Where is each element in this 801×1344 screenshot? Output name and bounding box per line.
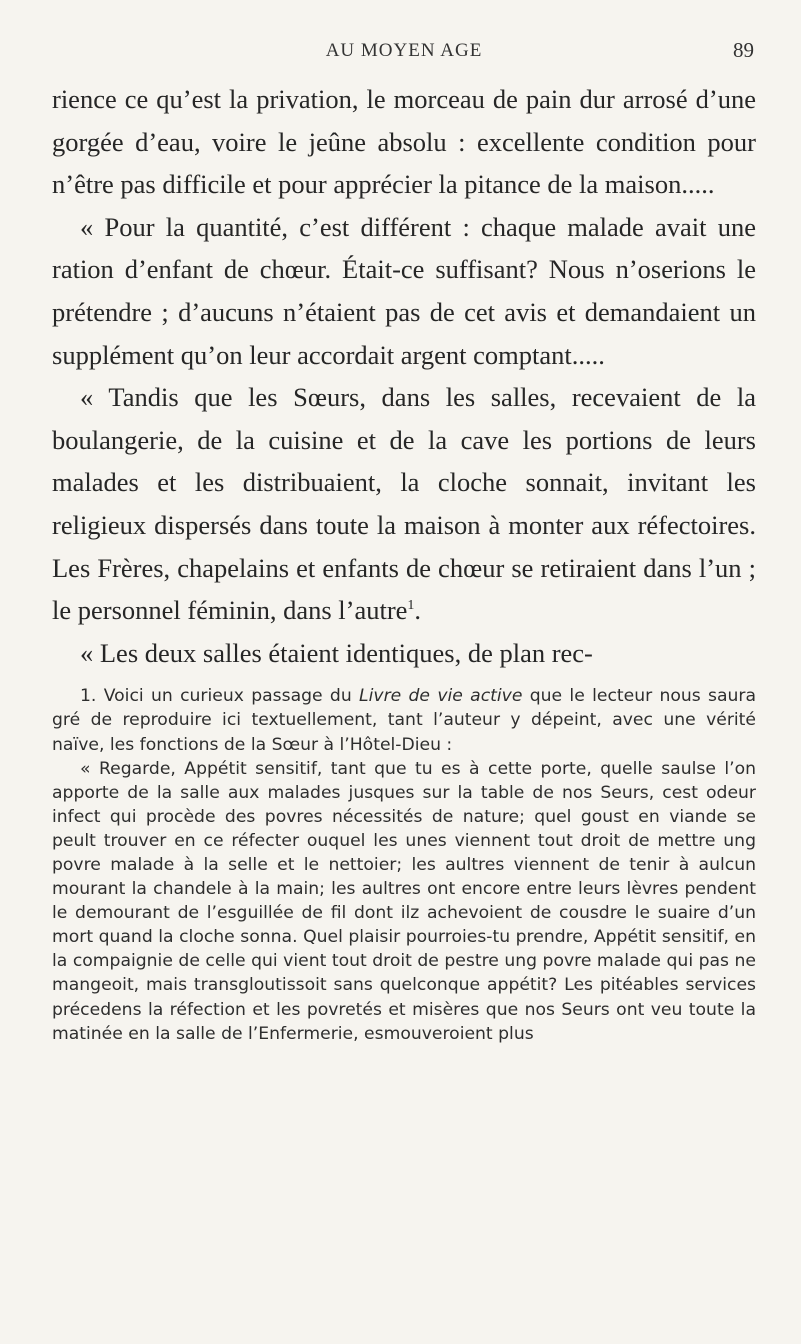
page-number: 89 [733, 38, 754, 62]
footnote-1-text-a: Voici un curieux passage du [103, 686, 352, 707]
page-header [52, 38, 756, 78]
footnote-1-book-title: Livre de vie active [359, 686, 523, 707]
main-text [52, 78, 756, 674]
footnotes [52, 684, 756, 1045]
book-page [52, 38, 756, 1046]
footnote-1-text-b: que le lecteur nous saura gré de reproduire ici textuellement, tant l’auteur y dépeint, avec une vérité naïve, les fonctions de la Sœur à l’Hôtel-Dieu : [52, 686, 757, 755]
paragraph-2: « Pour la quantité, c’est différent : chaque malade avait une ration d’enfant de chœur. Était-ce suffisant? Nous n’oserions le prétendre ; d’aucuns n’étaient pas de cet avis et demandaient un supplément qu’on leur accordait argent comptant..... [52, 211, 756, 370]
paragraph-3 [52, 376, 756, 632]
paragraph-3-end: . [414, 595, 422, 626]
paragraph-4: « Les deux salles étaient identiques, de plan rec- [80, 637, 593, 668]
paragraph-3-text: « Tandis que les Sœurs, dans les salles, recevaient de la boulangerie, de la cuisine et de la cave les portions de leurs malades et les distribuaient, la cloche sonnait, invitant les religieux dispersés dans toute la maison à monter aux réfectoires. Les Frères, chapelains et enfants de chœur se retiraient dans l’un ; le personnel féminin, dans l’autre [52, 382, 756, 626]
paragraph-1: rience ce qu’est la privation, le morceau de pain dur arrosé d’une gorgée d’eau, voire le jeûne absolu : excellente condition pour n’être pas difficile et pour apprécier la pitance de la maison..... [52, 84, 756, 200]
footnote-1-number: 1. [80, 686, 97, 707]
running-title: AU MOYEN AGE [325, 40, 483, 61]
footnote-ref-1: 1 [407, 598, 415, 614]
footnote-1-quote: « Regarde, Appétit sensitif, tant que tu es à cette porte, quelle saulse l’on apporte de la salle aux malades jusques sur la table de nos Seurs, cest odeur infect qui procède des povres nécessités de nature; quel goust en viande se peult trouver en ce réfecter ouquel les unes viennent tout droit de mettre ung povre malade à la selle et le nettoier; les aultres viennent de tenir à aulcun mourant la chandele à la main; les aultres ont encore entre leurs lèvres pendent le demourant de l’esguillée de fil dont ilz achevoient de cousdre le suaire d’un mort quand la cloche sonna. Quel plaisir pourroies-tu prendre, Appétit sensitif, en la compaignie de celle qui vient tout droit de pestre ung povre malade qui pas ne mangeoit, mais transgloutissoit sans quelconque appétit? Les pitéables services précedens la réfection et les povretés et misères que nos Seurs ont veu toute la matinée en la salle de l’Enfermerie, esmouveroient plus [52, 758, 756, 1044]
footnote-1 [52, 684, 756, 756]
